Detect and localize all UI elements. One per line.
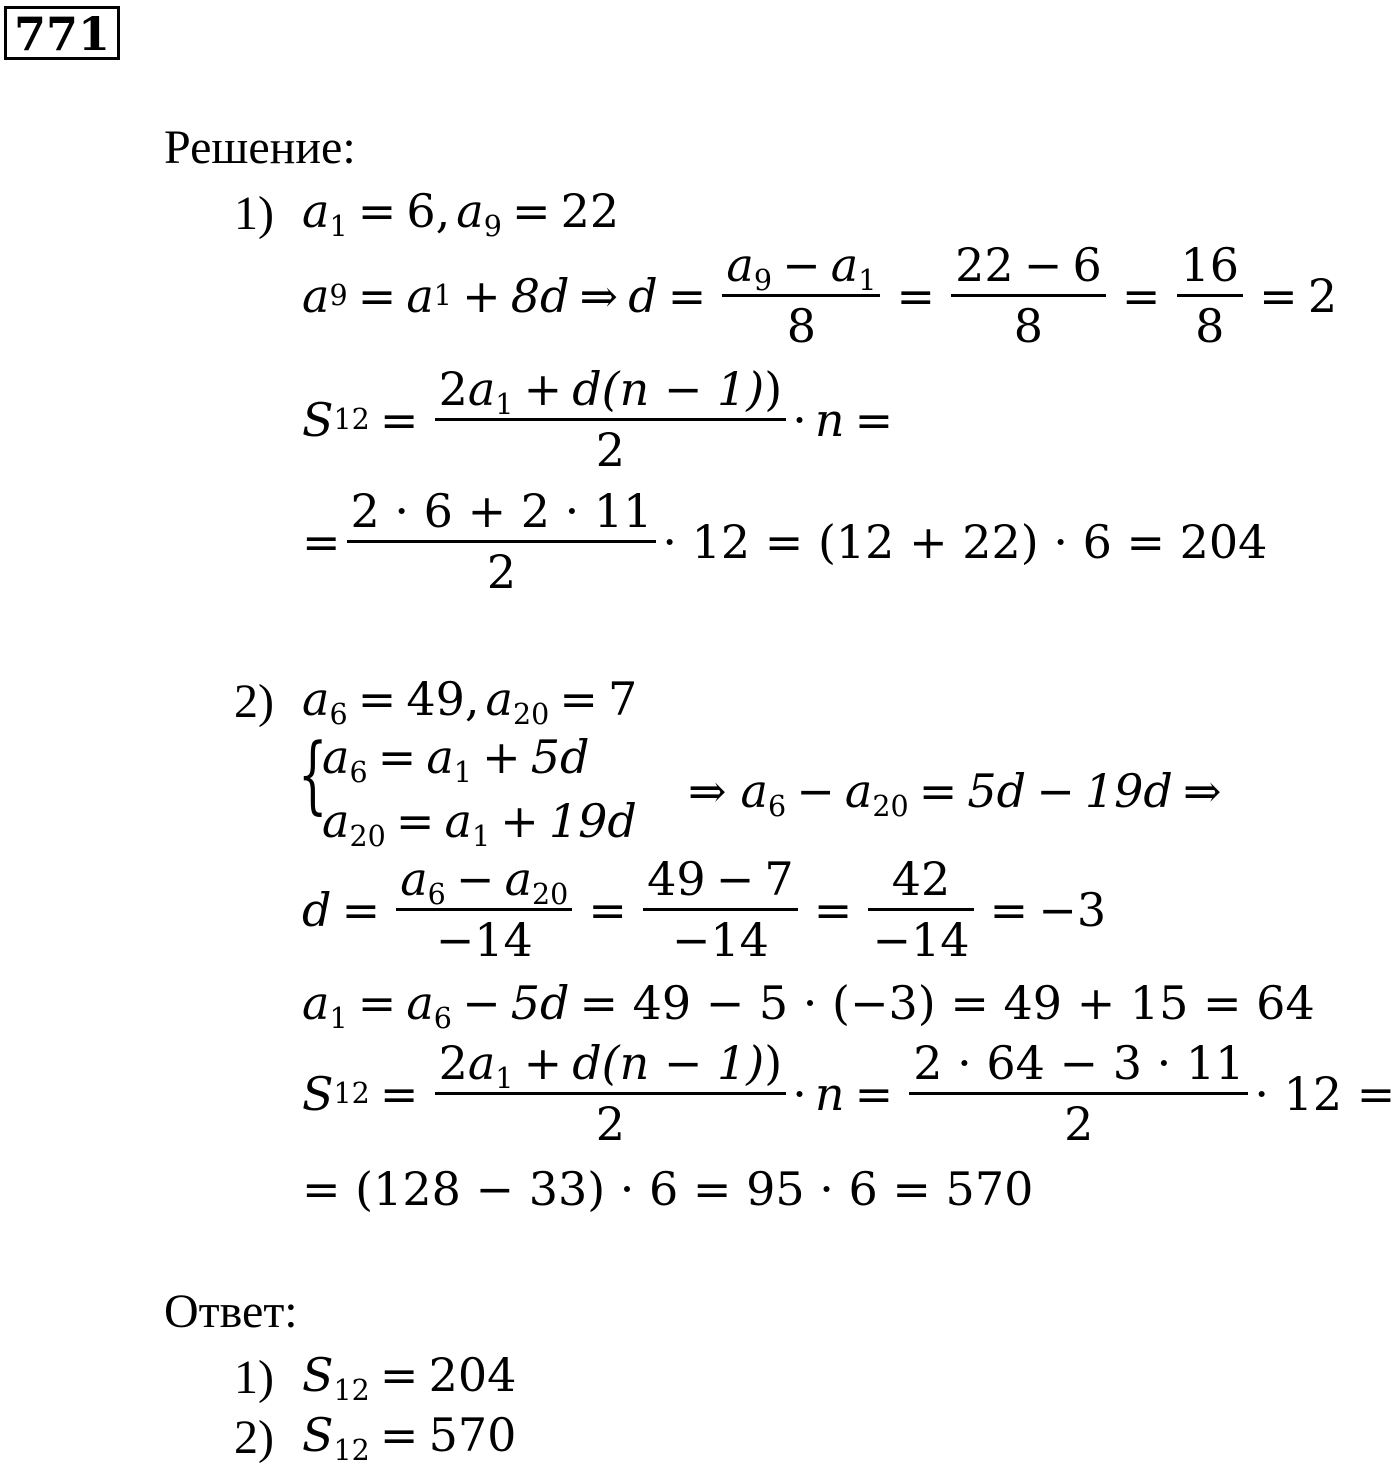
fraction: $\frac{16}{8}$ — [1177, 242, 1244, 349]
fraction: $\frac{2 \cdot 64 - 3 \cdot 11}{2}$ — [909, 1040, 1248, 1147]
answer-1-index: 1) — [234, 1351, 274, 1404]
part1-index: 1) — [234, 187, 274, 240]
part2-formula: S 12 = $\frac{2a_1 + d(n - 1))}{2}$ · n = $\frac{2 \cdot 64 - 3 \cdot 11}{2}$ · 12 = — [302, 1036, 1396, 1151]
fraction: $\frac{a_6 - a_{20}}{-14}$ — [396, 856, 572, 963]
fraction: $\frac{2 \cdot 6 + 2 \cdot 11}{2}$ — [347, 488, 657, 595]
fraction: $\frac{2a_1 + d(n - 1))}{2}$ — [435, 1040, 787, 1147]
part2-step-a1: $a_1 = a_6 - 5d = 49 - 5 \cdot (-3) = 49 + 15 = 64$ — [302, 976, 1315, 1036]
part2-given: $a_6 = 49$, $a_{20} = 7$ — [302, 672, 638, 732]
fraction: $\frac{42}{-14}$ — [868, 856, 973, 963]
system-line-1: $a_6 = a_1 + 5d$ — [322, 730, 590, 790]
part2-index: 2) — [234, 675, 274, 728]
system-brace: { — [298, 725, 328, 823]
fraction: $\frac{22 - 6}{8}$ — [951, 242, 1106, 349]
part2-step-d: d = $\frac{a_6 - a_{20}}{-14}$ = $\frac{49 - 7}{-14}$ = $\frac{42}{-14}$ = −3 — [302, 852, 1107, 967]
part1-step-d: a 9 = a 1 + 8d ⇒ d = $\frac{a_9 - a_1}{8}$ = $\frac{22 - 6}{8}$ = $\frac{16}{8}$ = 2 — [302, 238, 1338, 353]
problem-number: 771 — [4, 6, 120, 60]
part1-calc: = $\frac{2 \cdot 6 + 2 \cdot 11}{2}$ · 12 = (12 + 22) · 6 = 204 — [302, 484, 1268, 599]
answer-2: $S_{12} = 570$ — [302, 1408, 517, 1467]
part1-given: $a_1 = 6$, $a_9 = 22$ — [302, 184, 620, 244]
system-result: ⇒ $a_6 - a_{20} = 5d - 19d$ ⇒ — [688, 764, 1222, 824]
answer-1: $S_{12} = 204$ — [302, 1348, 517, 1408]
fraction: $\frac{a_9 - a_1}{8}$ — [722, 242, 880, 349]
answer-2-index: 2) — [234, 1411, 274, 1464]
answer-label: Ответ: — [164, 1285, 298, 1338]
fraction: $\frac{49 - 7}{-14}$ — [643, 856, 798, 963]
fraction: $\frac{2a_1 + d(n - 1))}{2}$ — [435, 366, 787, 473]
system-line-2: $a_{20} = a_1 + 19d$ — [322, 794, 637, 854]
part1-formula: S 12 = $\frac{2a_1 + d(n - 1))}{2}$ · n = — [302, 362, 894, 477]
solution-label: Решение: — [164, 121, 356, 174]
part2-calc: = (128 − 33) · 6 = 95 · 6 = 570 — [302, 1162, 1034, 1216]
